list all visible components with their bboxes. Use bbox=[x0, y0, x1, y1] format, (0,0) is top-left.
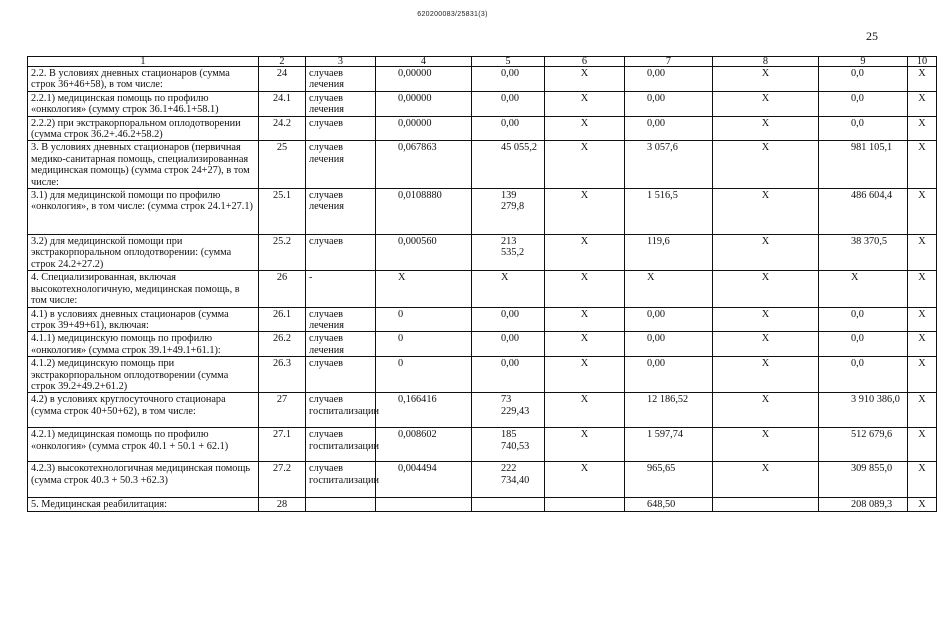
row-normative: 0,00000 bbox=[376, 91, 472, 116]
row-code: 25.2 bbox=[259, 235, 306, 271]
row-col9: 486 604,4 bbox=[819, 189, 908, 235]
page-number: 25 bbox=[866, 29, 878, 43]
row-col8: X bbox=[713, 332, 819, 357]
row-normative: 0,00000 bbox=[376, 116, 472, 141]
row-col7: 0,00 bbox=[625, 307, 713, 332]
row-normative: 0 bbox=[376, 332, 472, 357]
row-col8: X bbox=[713, 189, 819, 235]
row-col9: X bbox=[819, 271, 908, 307]
row-col6: X bbox=[545, 67, 625, 92]
column-number-4: 4 bbox=[376, 57, 472, 67]
column-number-6: 6 bbox=[545, 57, 625, 67]
row-unit: случаев госпитализации bbox=[306, 428, 376, 462]
row-code: 24 bbox=[259, 67, 306, 92]
row-col7: 965,65 bbox=[625, 462, 713, 498]
column-number-9: 9 bbox=[819, 57, 908, 67]
row-col7: 119,6 bbox=[625, 235, 713, 271]
row-description: 5. Медицинская реабилитация: bbox=[28, 498, 259, 511]
row-col9: 0,0 bbox=[819, 357, 908, 393]
row-cost: 0,00 bbox=[472, 116, 545, 141]
row-cost: 0,00 bbox=[472, 357, 545, 393]
row-col9: 0,0 bbox=[819, 307, 908, 332]
row-col9: 512 679,6 bbox=[819, 428, 908, 462]
row-col9: 309 855,0 bbox=[819, 462, 908, 498]
table-row bbox=[28, 428, 937, 462]
row-unit: случаев bbox=[306, 116, 376, 141]
row-normative: X bbox=[376, 271, 472, 307]
table-row bbox=[28, 189, 937, 235]
row-col6: X bbox=[545, 393, 625, 428]
row-normative: 0 bbox=[376, 307, 472, 332]
row-col8: X bbox=[713, 307, 819, 332]
row-cost: 213 535,2 bbox=[472, 235, 545, 271]
row-code: 25 bbox=[259, 141, 306, 189]
row-normative: 0,008602 bbox=[376, 428, 472, 462]
row-col6: X bbox=[545, 116, 625, 141]
row-col10: X bbox=[908, 189, 937, 235]
row-cost: 222 734,40 bbox=[472, 462, 545, 498]
row-col8: X bbox=[713, 428, 819, 462]
row-description: 4.2) в условиях круглосуточного стационара (сумма строк 40+50+62), в том числе: bbox=[28, 393, 259, 428]
row-col6: X bbox=[545, 141, 625, 189]
row-col9: 0,0 bbox=[819, 67, 908, 92]
row-cost: 0,00 bbox=[472, 307, 545, 332]
row-col8: X bbox=[713, 91, 819, 116]
row-col7: 0,00 bbox=[625, 332, 713, 357]
row-col10: X bbox=[908, 116, 937, 141]
row-normative: 0,004494 bbox=[376, 462, 472, 498]
table-body bbox=[28, 57, 937, 512]
row-col8 bbox=[713, 498, 819, 511]
row-unit: случаев лечения bbox=[306, 67, 376, 92]
row-normative: 0,166416 bbox=[376, 393, 472, 428]
row-unit: случаев лечения bbox=[306, 141, 376, 189]
row-normative bbox=[376, 498, 472, 511]
row-col7: 0,00 bbox=[625, 67, 713, 92]
row-cost: 45 055,2 bbox=[472, 141, 545, 189]
column-number-8: 8 bbox=[713, 57, 819, 67]
table-row bbox=[28, 271, 937, 307]
row-col8: X bbox=[713, 462, 819, 498]
table-row bbox=[28, 332, 937, 357]
row-col8: X bbox=[713, 271, 819, 307]
row-col7: 12 186,52 bbox=[625, 393, 713, 428]
row-col9: 0,0 bbox=[819, 332, 908, 357]
column-number-1: 1 bbox=[28, 57, 259, 67]
row-col8: X bbox=[713, 67, 819, 92]
row-col9: 0,0 bbox=[819, 91, 908, 116]
row-col6: X bbox=[545, 235, 625, 271]
row-col10: X bbox=[908, 271, 937, 307]
row-cost bbox=[472, 498, 545, 511]
row-col8: X bbox=[713, 116, 819, 141]
row-code: 26.2 bbox=[259, 332, 306, 357]
row-cost: 139 279,8 bbox=[472, 189, 545, 235]
row-col10: X bbox=[908, 67, 937, 92]
row-description: 2.2.1) медицинская помощь по профилю «онкология» (сумму строк 36.1+46.1+58.1) bbox=[28, 91, 259, 116]
row-col7: 1 516,5 bbox=[625, 189, 713, 235]
row-unit bbox=[306, 498, 376, 511]
row-col10: X bbox=[908, 462, 937, 498]
row-code: 26 bbox=[259, 271, 306, 307]
column-number-2: 2 bbox=[259, 57, 306, 67]
row-cost: X bbox=[472, 271, 545, 307]
row-col9: 3 910 386,0 bbox=[819, 393, 908, 428]
row-unit: случаев госпитализации bbox=[306, 393, 376, 428]
row-col6 bbox=[545, 498, 625, 511]
row-col9: 0,0 bbox=[819, 116, 908, 141]
row-col7: 0,00 bbox=[625, 91, 713, 116]
row-description: 3. В условиях дневных стационаров (первичная медико-санитарная помощь, специализированная медицинская помощь) (сумма строк 24+27), в том числе: bbox=[28, 141, 259, 189]
table-row bbox=[28, 235, 937, 271]
row-unit: случаев bbox=[306, 357, 376, 393]
row-description: 3.1) для медицинской помощи по профилю «онкология», в том числе: (сумма строк 24.1+27.1) bbox=[28, 189, 259, 235]
column-number-7: 7 bbox=[625, 57, 713, 67]
row-description: 4.1) в условиях дневных стационаров (сумма строк 39+49+61), включая: bbox=[28, 307, 259, 332]
row-col7: 1 597,74 bbox=[625, 428, 713, 462]
row-col7: 648,50 bbox=[625, 498, 713, 511]
row-unit: - bbox=[306, 271, 376, 307]
row-unit: случаев лечения bbox=[306, 189, 376, 235]
table-row bbox=[28, 116, 937, 141]
row-col6: X bbox=[545, 271, 625, 307]
row-col7: X bbox=[625, 271, 713, 307]
row-col9: 38 370,5 bbox=[819, 235, 908, 271]
row-description: 4.2.3) высокотехнологичная медицинская помощь (сумма строк 40.3 + 50.3 +62.3) bbox=[28, 462, 259, 498]
row-col8: X bbox=[713, 357, 819, 393]
row-normative: 0,067863 bbox=[376, 141, 472, 189]
table-row bbox=[28, 67, 937, 92]
row-code: 27 bbox=[259, 393, 306, 428]
table-row bbox=[28, 141, 937, 189]
row-description: 2.2. В условиях дневных стационаров (сумма строк 36+46+58), в том числе: bbox=[28, 67, 259, 92]
row-description: 4.1.2) медицинскую помощь при экстракорпоральном оплодотворении (сумма строк 39.2+49.2+61.2) bbox=[28, 357, 259, 393]
row-code: 27.2 bbox=[259, 462, 306, 498]
row-col6: X bbox=[545, 428, 625, 462]
row-code: 27.1 bbox=[259, 428, 306, 462]
row-col10: X bbox=[908, 307, 937, 332]
row-cost: 0,00 bbox=[472, 67, 545, 92]
row-col8: X bbox=[713, 393, 819, 428]
row-code: 28 bbox=[259, 498, 306, 511]
row-col10: X bbox=[908, 91, 937, 116]
row-col9: 981 105,1 bbox=[819, 141, 908, 189]
row-normative: 0,00000 bbox=[376, 67, 472, 92]
row-code: 24.1 bbox=[259, 91, 306, 116]
row-col6: X bbox=[545, 189, 625, 235]
row-unit: случаев bbox=[306, 235, 376, 271]
data-table bbox=[27, 56, 937, 512]
header-row bbox=[28, 57, 937, 67]
table-row bbox=[28, 91, 937, 116]
row-col10: X bbox=[908, 428, 937, 462]
row-col7: 0,00 bbox=[625, 116, 713, 141]
table-row bbox=[28, 462, 937, 498]
row-normative: 0 bbox=[376, 357, 472, 393]
row-unit: случаев лечения bbox=[306, 332, 376, 357]
row-col10: X bbox=[908, 235, 937, 271]
row-normative: 0,0108880 bbox=[376, 189, 472, 235]
row-col10: X bbox=[908, 357, 937, 393]
row-col6: X bbox=[545, 307, 625, 332]
row-unit: случаев госпитализации bbox=[306, 462, 376, 498]
row-col7: 3 057,6 bbox=[625, 141, 713, 189]
row-description: 4. Специализированная, включая высокотехнологичную, медицинская помощь, в том числе: bbox=[28, 271, 259, 307]
table-row bbox=[28, 393, 937, 428]
row-unit: случаев лечения bbox=[306, 91, 376, 116]
row-cost: 0,00 bbox=[472, 332, 545, 357]
row-col6: X bbox=[545, 91, 625, 116]
row-col10: X bbox=[908, 498, 937, 511]
row-unit: случаев лечения bbox=[306, 307, 376, 332]
row-col8: X bbox=[713, 141, 819, 189]
table-row bbox=[28, 307, 937, 332]
row-code: 26.3 bbox=[259, 357, 306, 393]
row-col10: X bbox=[908, 332, 937, 357]
column-number-10: 10 bbox=[908, 57, 937, 67]
row-description: 2.2.2) при экстракорпоральном оплодотворении (сумма строк 36.2+.46.2+58.2) bbox=[28, 116, 259, 141]
row-code: 25.1 bbox=[259, 189, 306, 235]
row-description: 4.1.1) медицинскую помощь по профилю «онкология» (сумма строк 39.1+49.1+61.1): bbox=[28, 332, 259, 357]
row-col8: X bbox=[713, 235, 819, 271]
row-col9: 208 089,3 bbox=[819, 498, 908, 511]
row-description: 3.2) для медицинской помощи при экстракорпоральном оплодотворении: (сумма строк 24.2+27.2) bbox=[28, 235, 259, 271]
row-code: 26.1 bbox=[259, 307, 306, 332]
column-number-5: 5 bbox=[472, 57, 545, 67]
row-cost: 73 229,43 bbox=[472, 393, 545, 428]
table-row bbox=[28, 498, 937, 511]
row-code: 24.2 bbox=[259, 116, 306, 141]
row-cost: 185 740,53 bbox=[472, 428, 545, 462]
row-col6: X bbox=[545, 462, 625, 498]
row-normative: 0,000560 bbox=[376, 235, 472, 271]
row-col10: X bbox=[908, 141, 937, 189]
row-cost: 0,00 bbox=[472, 91, 545, 116]
column-number-3: 3 bbox=[306, 57, 376, 67]
table-row bbox=[28, 357, 937, 393]
row-col6: X bbox=[545, 332, 625, 357]
row-col10: X bbox=[908, 393, 937, 428]
document-id: 620200083/25831(3) bbox=[417, 11, 488, 18]
row-col6: X bbox=[545, 357, 625, 393]
row-description: 4.2.1) медицинская помощь по профилю «онкология» (сумма строк 40.1 + 50.1 + 62.1) bbox=[28, 428, 259, 462]
row-col7: 0,00 bbox=[625, 357, 713, 393]
